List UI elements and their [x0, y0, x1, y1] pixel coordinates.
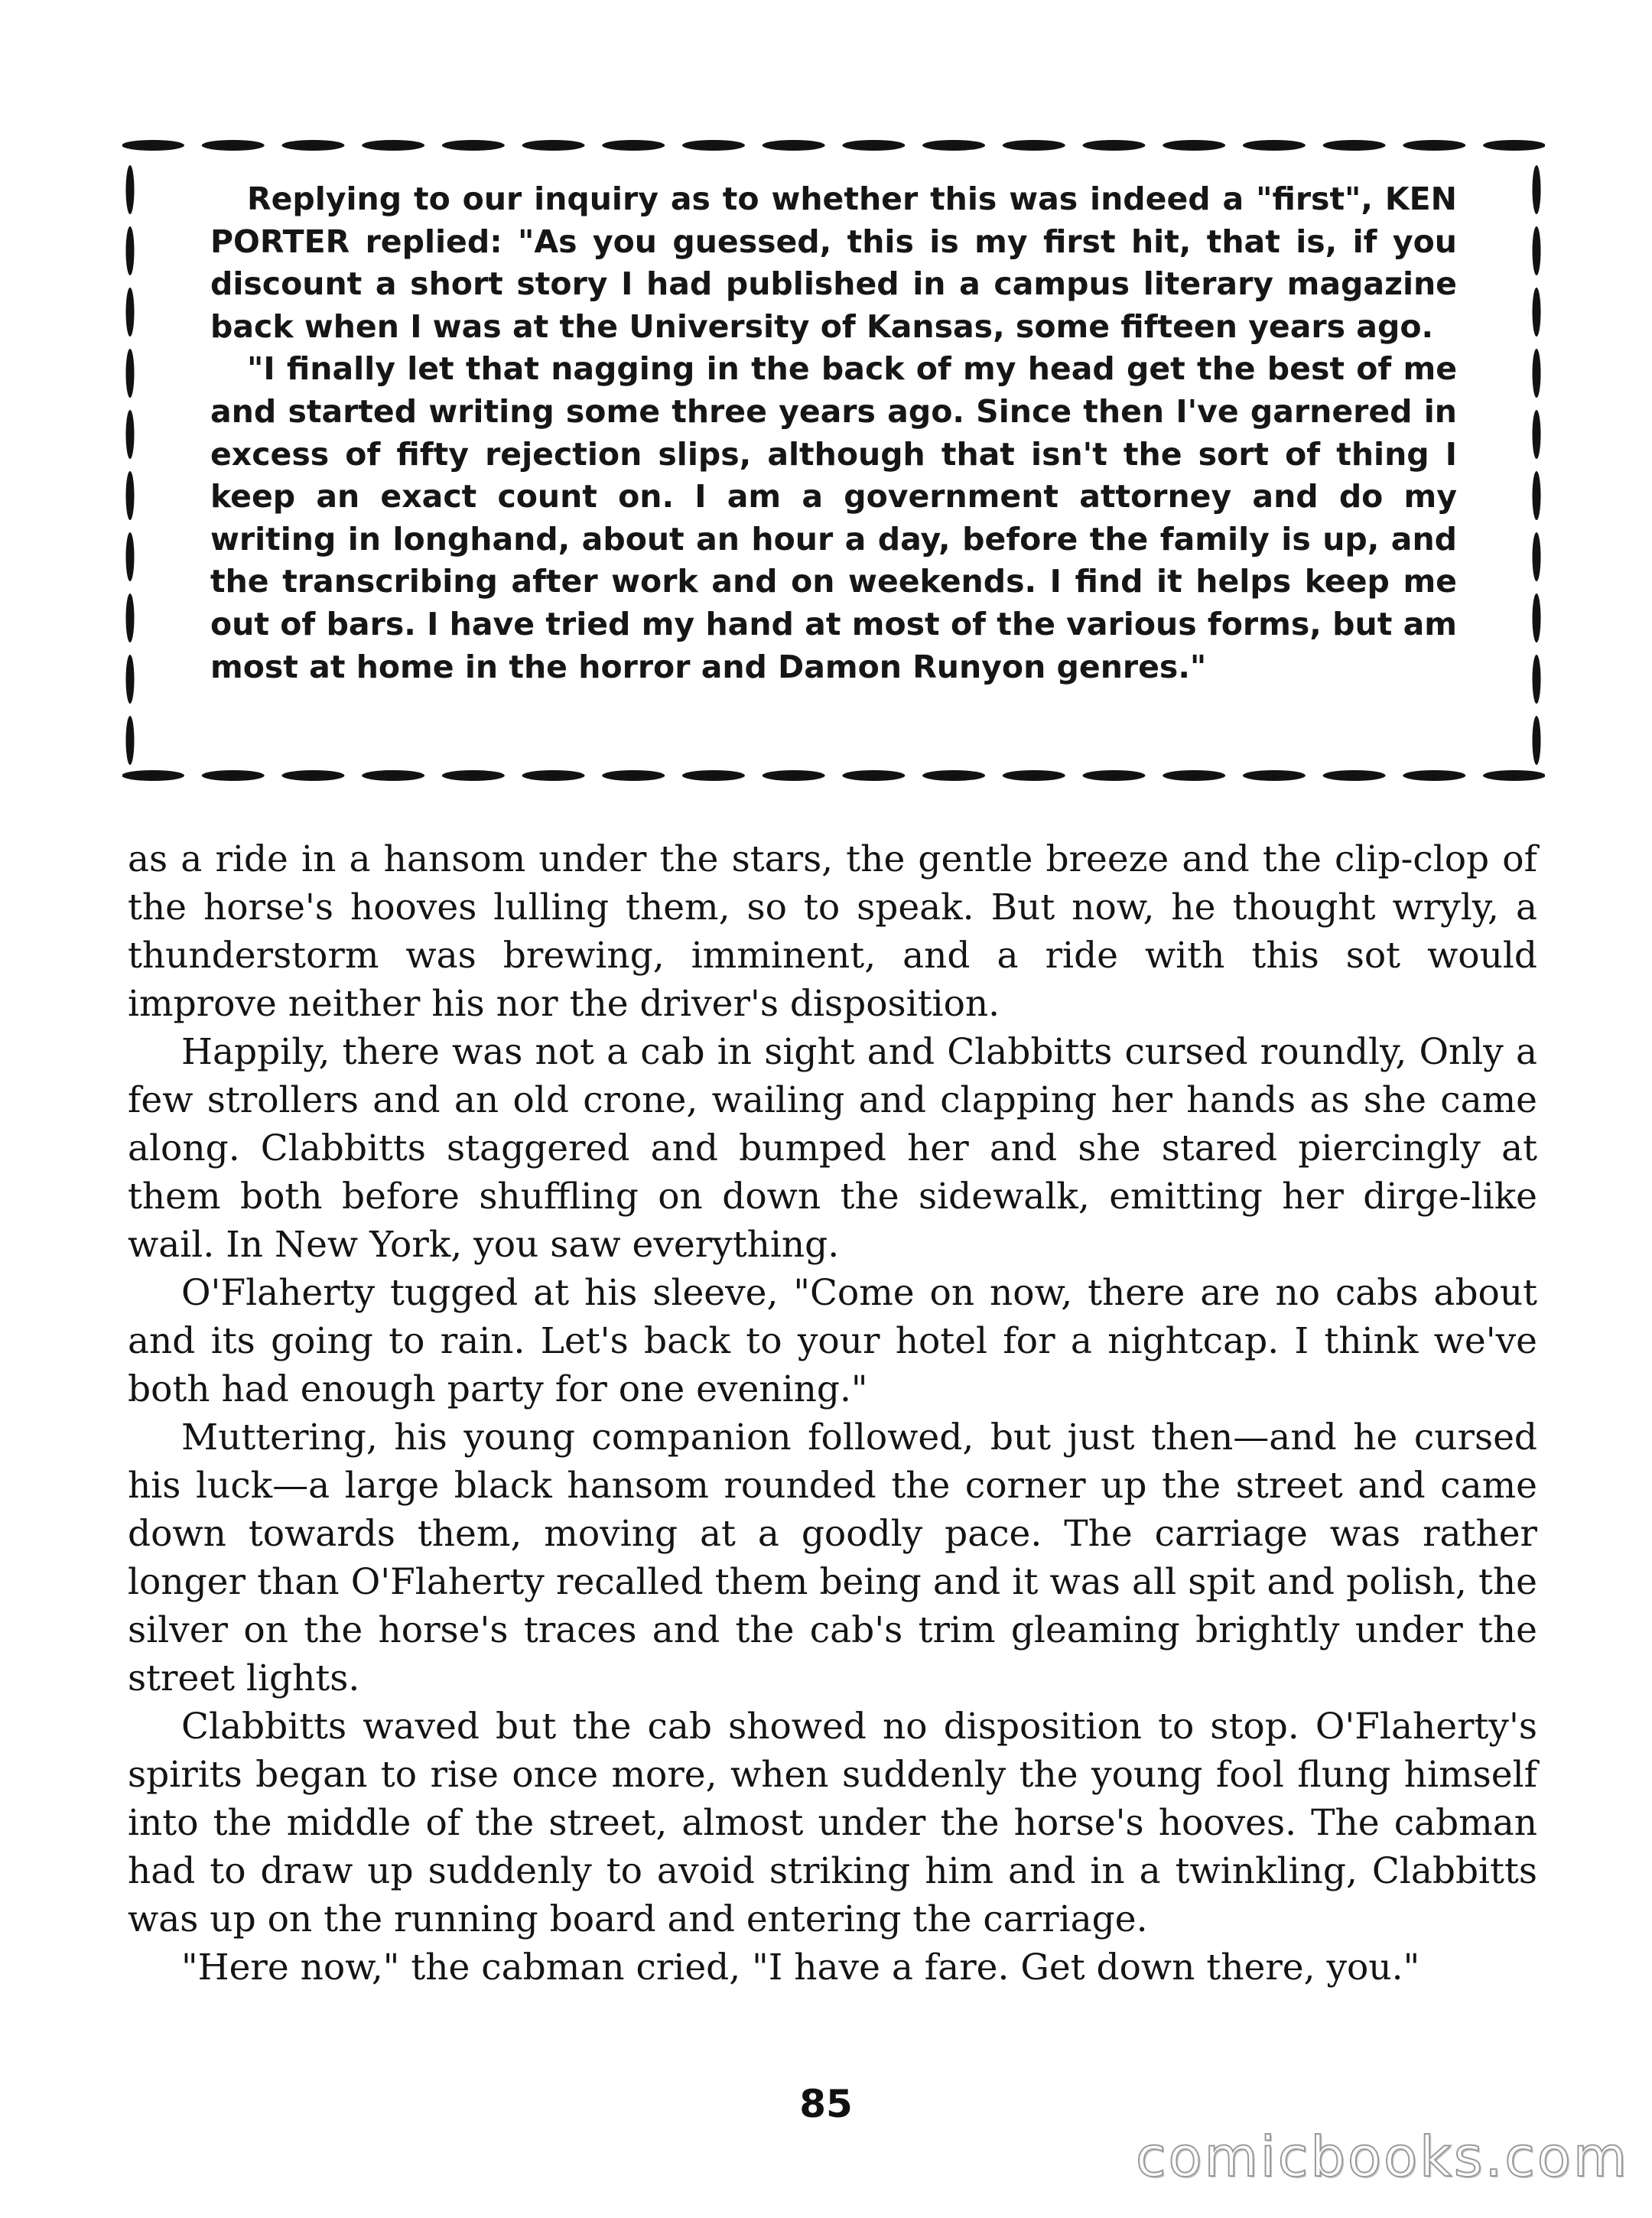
- frame-dash: [1323, 770, 1386, 781]
- frame-dash: [602, 770, 665, 781]
- frame-dash: [1163, 140, 1225, 151]
- author-note-box: [122, 136, 1545, 786]
- frame-dash: [1163, 770, 1225, 781]
- story-paragraph-3: O'Flaherty tugged at his sleeve, "Come on now, there are no cabs about and its going to rain. Let's back to your hotel for a nightcap. I think we've both had enough party for one evening.": [128, 1272, 1537, 1410]
- frame-dash: [202, 140, 265, 151]
- frame-dash: [1003, 140, 1065, 151]
- frame-dash: [763, 770, 825, 781]
- frame-dash: [1323, 140, 1386, 151]
- frame-dash: [1483, 770, 1545, 781]
- frame-dash: [281, 140, 344, 151]
- frame-dash: [602, 140, 665, 151]
- frame-dash: [1082, 770, 1145, 781]
- frame-dash: [281, 770, 344, 781]
- frame-dash: [126, 532, 135, 581]
- frame-dash: [1533, 288, 1541, 337]
- frame-dash: [362, 140, 424, 151]
- frame-dash: [126, 594, 135, 642]
- story-paragraph-2: Happily, there was not a cab in sight and Clabbitts cursed roundly, Only a few strollers and an old crone, wailing and clapping her hands as she came along. Clabbitts staggered and bumped her and she stared piercingly at them both before shuffling on down the sidewalk, emitting her dirge-like wail. In New York, you saw everything.: [128, 1031, 1537, 1266]
- frame-dash: [442, 770, 505, 781]
- frame-dash: [126, 716, 135, 765]
- frame-dash: [442, 140, 505, 151]
- frame-dash: [1243, 770, 1306, 781]
- frame-dash: [1533, 226, 1541, 275]
- frame-dash: [522, 770, 585, 781]
- frame-dash: [842, 140, 905, 151]
- site-watermark: comicbooks.com: [1135, 2125, 1629, 2189]
- frame-dash: [763, 140, 825, 151]
- frame-dash: [1533, 471, 1541, 520]
- story-paragraph-5: Clabbitts waved but the cab showed no disposition to stop. O'Flaherty's spirits began to rise once more, when suddenly the young fool flung himself into the middle of the street, almost under the horse's hooves. The cabman had to draw up suddenly to avoid striking him and in a twinkling, Clabbitts was up on the running board and entering the carriage.: [128, 1706, 1537, 1940]
- frame-dash: [522, 140, 585, 151]
- frame-dash: [126, 288, 135, 337]
- story-text: [128, 835, 1537, 1992]
- story-paragraph-4: Muttering, his young companion followed, but just then—and he cursed his luck—a large black hansom rounded the corner up the street and came down towards them, moving at a goodly pace. The carriage was rather longer than O'Flaherty recalled them being and it was all spit and polish, the silver on the horse's traces and the cab's trim gleaming brightly under the street lights.: [128, 1416, 1537, 1699]
- frame-dash: [1483, 140, 1545, 151]
- frame-dash: [126, 471, 135, 520]
- frame-dash: [122, 140, 184, 151]
- frame-dash: [1533, 716, 1541, 765]
- frame-dash: [202, 770, 265, 781]
- author-note-paragraph-1: Replying to our inquiry as to whether this was indeed a "first", KEN PORTER replied: "As you guessed, this is my first hit, that is, if you discount a short story I had published in a campus literary magazine back when I was at the University of Kansas, some fifteen years ago.: [210, 180, 1457, 345]
- frame-dash: [1533, 655, 1541, 704]
- frame-dash: [682, 140, 745, 151]
- frame-dash: [922, 770, 985, 781]
- frame-dash: [1082, 140, 1145, 151]
- author-note-text: [210, 178, 1457, 688]
- story-paragraph-1: as a ride in a hansom under the stars, the gentle breeze and the clip-clop of the horse's hooves lulling them, so to speak. But now, he thought wryly, a thunderstorm was brewing, imminent, and a ride with this sot would improve neither his nor the driver's disposition.: [128, 838, 1537, 1025]
- frame-dash: [126, 655, 135, 704]
- frame-dash: [122, 770, 184, 781]
- frame-dash: [1533, 165, 1541, 214]
- frame-dash: [126, 349, 135, 398]
- frame-dash: [1003, 770, 1065, 781]
- frame-dash: [362, 770, 424, 781]
- frame-dash: [1533, 410, 1541, 459]
- frame-dash: [1533, 349, 1541, 398]
- frame-dash: [126, 165, 135, 214]
- story-paragraph-6: "Here now," the cabman cried, "I have a fare. Get down there, you.": [181, 1946, 1420, 1989]
- frame-dash: [842, 770, 905, 781]
- frame-dash: [922, 140, 985, 151]
- frame-dash: [1533, 532, 1541, 581]
- frame-dash: [1533, 594, 1541, 642]
- frame-dash: [126, 410, 135, 459]
- frame-dash: [682, 770, 745, 781]
- frame-dash: [1403, 140, 1465, 151]
- author-note-paragraph-2: "I finally let that nagging in the back of my head get the best of me and started writing some three years ago. Since then I've garnered in excess of fifty rejection slips, although that isn't the sort of thing I keep an exact count on. I am a government attorney and do my writing in longhand, about an hour a day, before the family is up, and the transcribing after work and on weekends. I find it helps keep me out of bars. I have tried my hand at most of the various forms, but am most at home in the horror and Damon Runyon genres.": [210, 350, 1457, 685]
- frame-dash: [1243, 140, 1306, 151]
- frame-dash: [1403, 770, 1465, 781]
- page-number: 85: [799, 2082, 853, 2126]
- frame-dash: [126, 226, 135, 275]
